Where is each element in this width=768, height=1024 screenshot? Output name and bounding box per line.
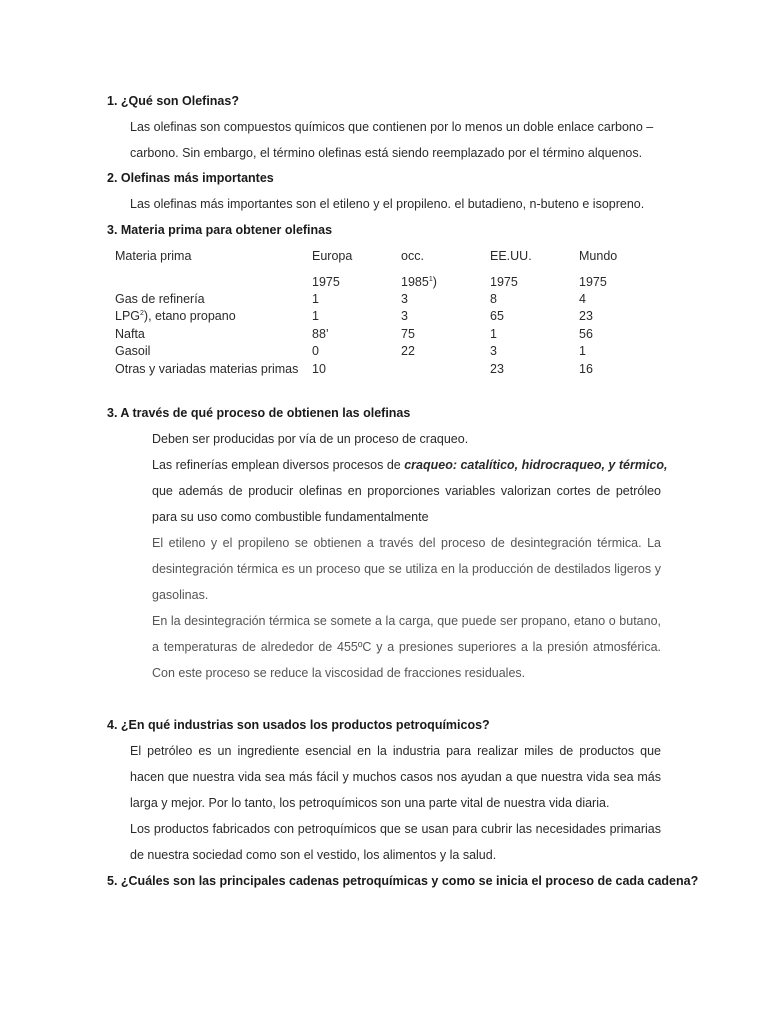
s3b-line10: Con este proceso se reduce la viscosidad de fracciones residuales. xyxy=(152,666,526,680)
table-row-label: Gas de refinería xyxy=(115,292,205,306)
s3b-line4: para su uso como combustible fundamentalmente xyxy=(152,510,429,524)
table-header-mundo: Mundo xyxy=(579,249,618,263)
heading-4: 4. ¿En qué industrias son usados los productos petroquímicos? xyxy=(107,718,490,732)
s3b-line6: desintegración térmica es un proceso que se utiliza en la producción de destilados ligeros y xyxy=(152,562,661,576)
table-cell: 10 xyxy=(312,362,326,376)
heading-5: 5. ¿Cuáles son las principales cadenas petroquímicas y como se inicia el proceso de cada cadena? xyxy=(107,874,699,888)
table-cell: 23 xyxy=(579,309,593,323)
table-cell: 22 xyxy=(401,344,415,358)
table-cell: 1 xyxy=(579,344,586,358)
table-header-europa: Europa xyxy=(312,249,353,263)
table-cell: 88’ xyxy=(312,327,329,341)
heading-1: 1. ¿Qué son Olefinas? xyxy=(107,94,239,108)
table-row-label: Nafta xyxy=(115,327,145,341)
s4-line5: de nuestra sociedad como son el vestido, los alimentos y la salud. xyxy=(130,848,497,862)
table-cell: 23 xyxy=(490,362,504,376)
table-cell: 3 xyxy=(401,309,408,323)
table-row-label: LPG$^2$), etano propano xyxy=(115,309,236,323)
s3b-line8: En la desintegración térmica se somete a la carga, que puede ser propano, etano o butano, xyxy=(152,614,661,628)
table-cell: 4 xyxy=(579,292,586,306)
s3b-line5: El etileno y el propileno se obtienen a través del proceso de desintegración térmica. La xyxy=(152,536,661,550)
s4-line3: larga y mejor. Por lo tanto, los petroquímicos son una parte vital de nuestra vida diaria. xyxy=(130,796,610,810)
table-cell: 1 xyxy=(312,309,319,323)
year-eeuu: 1975 xyxy=(490,275,518,289)
table-row-label: Otras y variadas materias primas xyxy=(115,362,299,376)
table-cell: 3 xyxy=(490,344,497,358)
s4-line2: hacen que nuestra vida sea más fácil y muchos casos nos ayudan a que nuestra vida sea más xyxy=(130,770,661,784)
table-cell: 8 xyxy=(490,292,497,306)
table-cell: 1 xyxy=(490,327,497,341)
table-cell: 16 xyxy=(579,362,593,376)
s3b-line7: gasolinas. xyxy=(152,588,209,602)
s3b-line9: a temperaturas de alrededor de 455ºC y a presiones superiores a la presión atmosférica. xyxy=(152,640,661,654)
table-row-label: Gasoil xyxy=(115,344,151,358)
s1-line2: carbono. Sin embargo, el término olefinas está siendo reemplazado por el término alquenos. xyxy=(130,146,643,160)
table-cell: 1 xyxy=(312,292,319,306)
year-mundo: 1975 xyxy=(579,275,607,289)
table-cell: 3 xyxy=(401,292,408,306)
s3b-line3: que además de producir olefinas en proporciones variables valorizan cortes de petróleo xyxy=(152,484,661,498)
s1-line1: Las olefinas son compuestos químicos que contienen por lo menos un doble enlace carbono – xyxy=(130,120,654,134)
year-europa: 1975 xyxy=(312,275,340,289)
heading-2: 2. Olefinas más importantes xyxy=(107,171,274,185)
heading-3: 3. Materia prima para obtener olefinas xyxy=(107,223,333,237)
table-header-materia: Materia prima xyxy=(115,249,192,263)
s4-line1: El petróleo es un ingrediente esencial en la industria para realizar miles de productos que xyxy=(130,744,661,758)
table-cell: 56 xyxy=(579,327,593,341)
table-header-occ: occ. xyxy=(401,249,424,263)
table-cell: 0 xyxy=(312,344,319,358)
table-cell: 75 xyxy=(401,327,415,341)
heading-3b: 3. A través de qué proceso de obtienen las olefinas xyxy=(107,406,411,420)
table-header-eeuu: EE.UU. xyxy=(490,249,532,263)
table-cell: 65 xyxy=(490,309,504,323)
s3b-line2: Las refinerías emplean diversos procesos de craqueo: catalítico, hidrocraqueo, y térmico, xyxy=(152,458,668,472)
s4-line4: Los productos fabricados con petroquímicos que se usan para cubrir las necesidades primarias xyxy=(130,822,661,836)
year-occ: 1985$^1$) xyxy=(401,275,437,289)
s2-line1: Las olefinas más importantes son el etileno y el propileno. el butadieno, n-buteno e isopreno. xyxy=(130,197,645,211)
s3b-line1: Deben ser producidas por vía de un proceso de craqueo. xyxy=(152,432,469,446)
